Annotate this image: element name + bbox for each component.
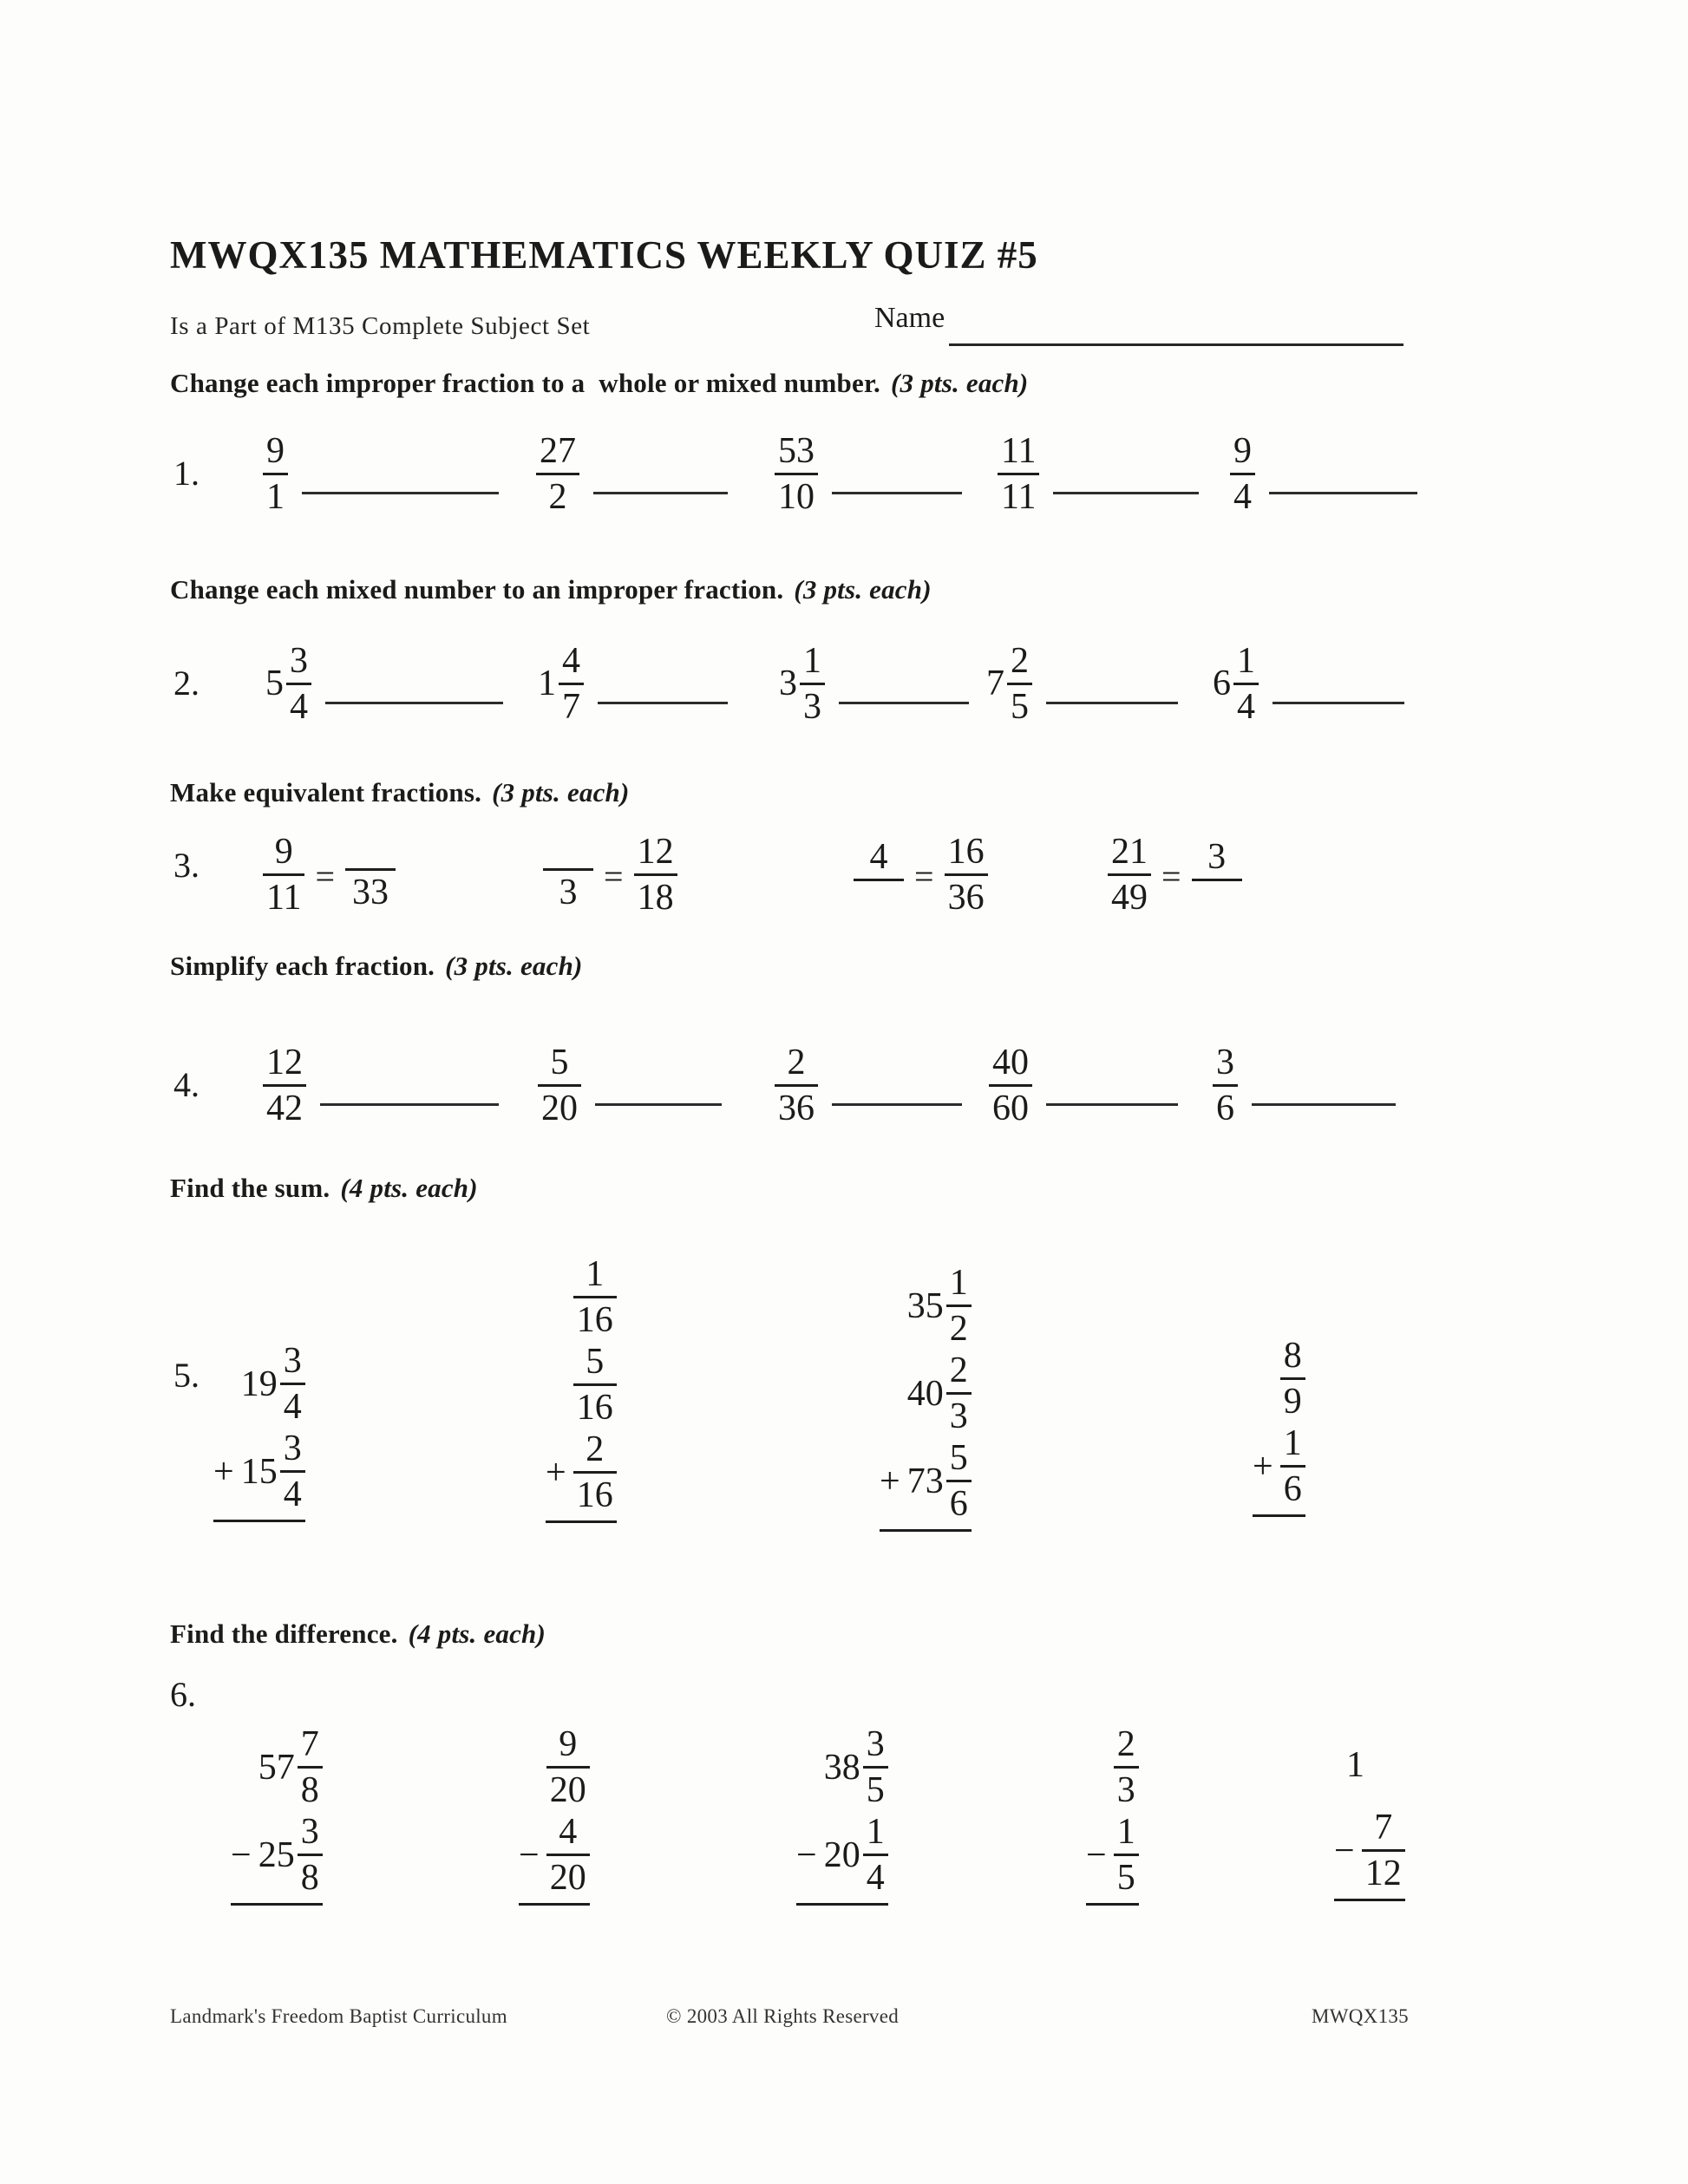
fraction-bar: [863, 1854, 888, 1856]
equals-sign: =: [1161, 856, 1181, 896]
whole-number: 38: [823, 1747, 860, 1788]
fraction-denominator: 5: [1116, 1858, 1135, 1898]
fraction-denominator: 8: [300, 1858, 319, 1898]
whole-number: 40: [906, 1373, 944, 1414]
fraction-numerator: 3: [300, 1812, 319, 1852]
fraction-denominator: 8: [300, 1770, 319, 1810]
fraction-bar: [1362, 1849, 1405, 1852]
fraction-bar: [546, 1766, 590, 1769]
fraction-numerator: 3: [283, 1429, 302, 1468]
fraction-numerator: 5: [586, 1342, 605, 1382]
fraction-numerator: 1: [586, 1254, 605, 1294]
fraction-bar: [298, 1854, 323, 1856]
operand: [258, 1814, 323, 1896]
subtitle: Is a Part of M135 Complete Subject Set: [170, 312, 591, 340]
operand-row: [1114, 1726, 1139, 1808]
vertical-problem: [1086, 1726, 1139, 1906]
whole-number: 7: [986, 664, 1004, 703]
fraction-numerator: 3: [283, 1341, 302, 1381]
fraction-denominator: 4: [290, 686, 308, 727]
whole-number: 25: [258, 1834, 295, 1875]
whole-number: 35: [906, 1285, 944, 1326]
fraction-numerator: 2: [1116, 1724, 1135, 1764]
fraction-denominator: 49: [1111, 877, 1148, 918]
operator-sign: −: [519, 1834, 540, 1875]
heading-text: Find the sum.: [170, 1173, 330, 1203]
fraction-numerator: 4: [559, 1812, 578, 1852]
fraction-denominator: 2: [548, 476, 567, 517]
operator-sign: −: [796, 1834, 817, 1875]
fraction: [1114, 1726, 1139, 1808]
fraction-denominator: 5: [1011, 686, 1029, 727]
fraction-denominator: 18: [637, 877, 674, 918]
fraction-denominator: 42: [266, 1088, 303, 1128]
fraction-numerator: 7: [300, 1724, 319, 1764]
fraction-denominator: 1: [266, 476, 285, 517]
fraction-denominator: 10: [778, 476, 815, 517]
whole-number: 5: [265, 664, 284, 703]
fraction-numerator: 12: [637, 831, 674, 872]
fraction: [1114, 1814, 1139, 1896]
fraction-numerator: 27: [540, 430, 576, 471]
fraction-denominator: 60: [992, 1088, 1029, 1128]
fraction-numerator: 21: [1111, 831, 1148, 872]
fraction-bar: [546, 1854, 590, 1856]
problem-number: 2.: [173, 664, 200, 703]
heading-text: Change each improper fraction to a whole or mixed number.: [170, 368, 881, 398]
fraction-denominator: 20: [549, 1770, 586, 1810]
operand: [1362, 1809, 1405, 1892]
fraction-numerator: 3: [1216, 1042, 1234, 1082]
fraction-denominator: 6: [1283, 1469, 1302, 1509]
operator-sign: −: [1086, 1834, 1107, 1875]
fraction-numerator: 2: [586, 1429, 605, 1469]
whole-number: 6: [1213, 664, 1231, 703]
fraction-denominator: 16: [576, 1475, 613, 1515]
fraction-numerator: 1: [1237, 640, 1255, 681]
fraction-denominator: 20: [541, 1088, 578, 1128]
fraction: [546, 1814, 590, 1896]
fraction-denominator: 3: [803, 686, 821, 727]
whole-number: 73: [906, 1461, 944, 1501]
operator-sign: +: [213, 1451, 234, 1492]
vertical-problem: [231, 1726, 323, 1906]
operand-row: [1086, 1814, 1139, 1896]
fraction-denominator: 4: [283, 1475, 302, 1514]
fraction-numerator: 9: [274, 831, 293, 872]
operand-row: [796, 1814, 888, 1896]
operand-row: [1334, 1809, 1405, 1892]
fraction-denominator: 33: [352, 872, 389, 912]
fraction: [298, 1726, 323, 1808]
fraction-bar: [1114, 1854, 1139, 1856]
footer-copyright: © 2003 All Rights Reserved: [666, 2005, 900, 2027]
fraction-numerator: 11: [1001, 430, 1037, 471]
name-label: Name: [874, 302, 945, 334]
fraction-numerator: 9: [1233, 430, 1252, 471]
fraction-numerator: 12: [266, 1042, 303, 1082]
vertical-problem: [519, 1726, 590, 1906]
whole-number: 1: [1346, 1745, 1364, 1785]
fraction-numerator: 53: [778, 430, 815, 471]
operand-row: [1346, 1726, 1367, 1804]
operand-row: [546, 1726, 590, 1808]
fraction-numerator: 1: [1283, 1423, 1302, 1463]
answer-underline: [231, 1903, 323, 1906]
operator-sign: +: [880, 1461, 900, 1501]
problem-number: 6.: [170, 1675, 196, 1714]
operator-sign: +: [546, 1452, 566, 1493]
operand: [1114, 1814, 1139, 1896]
vertical-problem: [796, 1726, 888, 1906]
fraction-numerator: 4: [562, 640, 580, 681]
fraction-denominator: 11: [266, 877, 302, 918]
operator-sign: −: [231, 1834, 252, 1875]
points-label: (3 pts. each): [445, 951, 583, 981]
fraction-numerator: 40: [992, 1042, 1029, 1082]
fraction-numerator: 3: [866, 1724, 885, 1764]
heading-text: Make equivalent fractions.: [170, 777, 482, 808]
fraction-denominator: 3: [949, 1396, 968, 1436]
fraction-denominator: 16: [576, 1388, 613, 1428]
whole-number: 15: [240, 1451, 278, 1492]
fraction-denominator: 2: [949, 1309, 968, 1349]
fraction-bar: [298, 1766, 323, 1769]
operator-sign: +: [1253, 1446, 1273, 1487]
fraction-denominator: 11: [1001, 476, 1037, 517]
operand-row: [231, 1814, 323, 1896]
operand: [824, 1726, 888, 1808]
fraction: [1362, 1809, 1405, 1892]
fraction-denominator: 16: [576, 1300, 613, 1340]
operand: [1114, 1726, 1139, 1808]
fraction: [546, 1726, 590, 1808]
fraction-numerator: 9: [559, 1724, 578, 1764]
fraction-numerator: 3: [1207, 836, 1227, 877]
heading-text: Simplify each fraction.: [170, 951, 435, 981]
points-label: (4 pts. each): [408, 1618, 546, 1649]
problem-number: 4.: [173, 1065, 200, 1104]
fraction-bar: [1114, 1766, 1139, 1769]
heading-text: Find the difference.: [170, 1618, 398, 1649]
fraction-numerator: 2: [949, 1350, 968, 1390]
operand-row: [258, 1726, 323, 1808]
answer-underline: [1086, 1903, 1139, 1906]
page-title: MWQX135 MATHEMATICS WEEKLY QUIZ #5: [170, 233, 1038, 277]
fraction-denominator: 20: [549, 1858, 586, 1898]
fraction-denominator: 4: [866, 1858, 885, 1898]
fraction-denominator: 4: [1233, 476, 1252, 517]
operand-row: [519, 1814, 590, 1896]
answer-underline: [796, 1903, 888, 1906]
heading-text: Change each mixed number to an improper fraction.: [170, 574, 784, 605]
operator-sign: −: [1334, 1830, 1355, 1871]
equals-sign: =: [914, 856, 934, 896]
problem-number: 3.: [173, 846, 200, 885]
fraction-denominator: 7: [562, 686, 580, 727]
whole-number: 20: [823, 1834, 860, 1875]
fraction-denominator: 6: [1216, 1088, 1234, 1128]
fraction-denominator: 36: [947, 877, 985, 918]
fraction-denominator: 12: [1364, 1854, 1402, 1893]
fraction-denominator: 4: [283, 1387, 302, 1427]
fraction-numerator: 1: [866, 1812, 885, 1852]
whole-number: 57: [258, 1747, 295, 1788]
footer-publisher: Landmark's Freedom Baptist Curriculum: [170, 2005, 507, 2027]
vertical-problem: [1334, 1726, 1405, 1901]
fraction-numerator: 2: [787, 1042, 806, 1082]
fraction-numerator: 7: [1374, 1808, 1393, 1847]
operand: [258, 1726, 323, 1808]
problem-number: 5.: [173, 1356, 200, 1395]
equals-sign: =: [604, 856, 624, 896]
fraction-numerator: 5: [949, 1438, 968, 1478]
fraction-bar: [863, 1766, 888, 1769]
fraction-numerator: 5: [550, 1042, 569, 1082]
problem-number: 1.: [173, 454, 200, 493]
fraction-denominator: 36: [778, 1088, 815, 1128]
fraction-numerator: 1: [803, 640, 821, 681]
answer-underline: [519, 1903, 590, 1906]
fraction-denominator: 6: [949, 1484, 968, 1524]
points-label: (3 pts. each): [794, 574, 932, 605]
fraction-denominator: 3: [1116, 1770, 1135, 1810]
fraction: [863, 1814, 888, 1896]
operand-row: [824, 1726, 888, 1808]
whole-number: 3: [779, 664, 797, 703]
answer-underline: [1334, 1899, 1405, 1901]
fraction-denominator: 3: [559, 872, 578, 912]
equals-sign: =: [315, 856, 336, 896]
fraction-numerator: 9: [266, 430, 285, 471]
fraction: [298, 1814, 323, 1896]
fraction-numerator: 3: [290, 640, 308, 681]
fraction-denominator: 5: [866, 1770, 885, 1810]
fraction-denominator: 9: [1283, 1382, 1302, 1422]
fraction-denominator: 4: [1237, 686, 1255, 727]
fraction: [863, 1726, 888, 1808]
operand: [546, 1814, 590, 1896]
operand: [546, 1726, 590, 1808]
whole-number: 1: [538, 664, 556, 703]
fraction-numerator: 1: [1116, 1812, 1135, 1852]
fraction-numerator: 4: [869, 836, 888, 877]
fraction-numerator: 1: [949, 1263, 968, 1303]
operand: [824, 1814, 888, 1896]
points-label: (4 pts. each): [340, 1173, 478, 1203]
operand: [1346, 1744, 1367, 1786]
points-label: (3 pts. each): [891, 368, 1029, 398]
footer-code: MWQX135: [1312, 2005, 1409, 2027]
whole-number: 19: [240, 1363, 278, 1404]
fraction-numerator: 2: [1011, 640, 1029, 681]
fraction-numerator: 8: [1283, 1336, 1302, 1376]
points-label: (3 pts. each): [492, 777, 630, 808]
fraction-numerator: 16: [947, 831, 985, 872]
